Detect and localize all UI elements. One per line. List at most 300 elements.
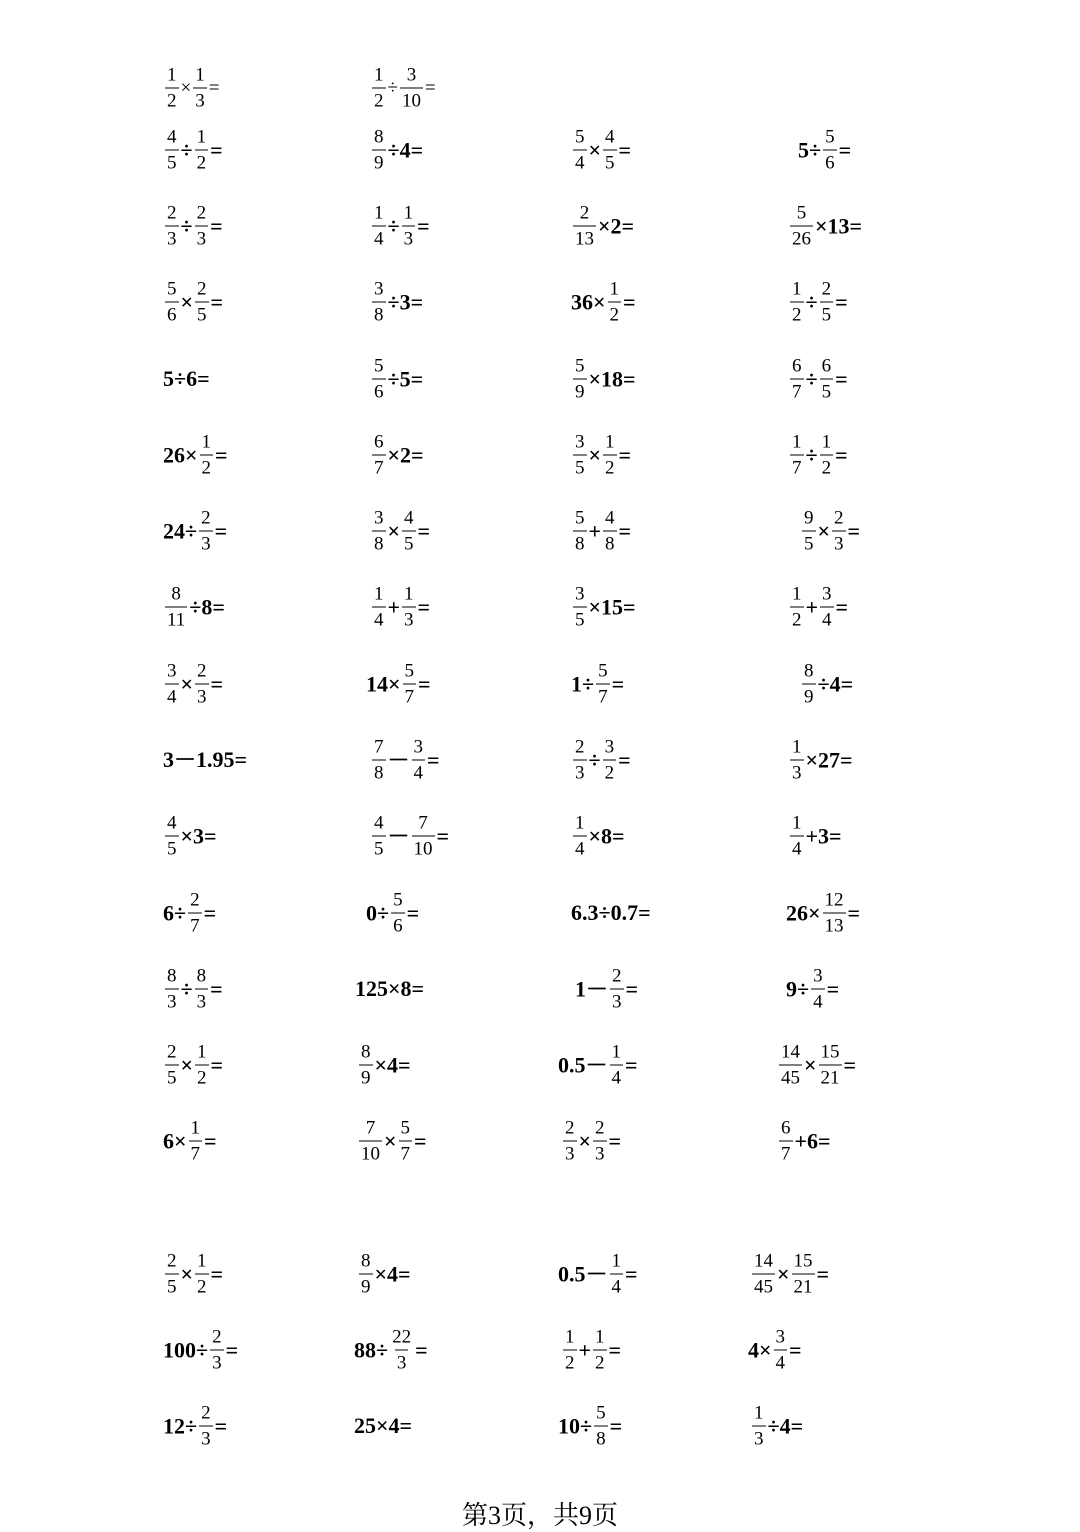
expression-text: ×4= <box>374 1261 411 1286</box>
numerator: 2 <box>821 278 832 300</box>
denominator: 2 <box>195 1274 209 1297</box>
expression-text: = <box>406 900 420 925</box>
numerator: 14 <box>754 1250 773 1272</box>
expression-text: × <box>777 1261 790 1286</box>
numerator: 4 <box>404 507 414 529</box>
problem-r4-c1 <box>163 280 223 325</box>
expression-text: + <box>805 594 819 619</box>
denominator: 4 <box>372 607 386 630</box>
numerator: 4 <box>167 126 177 148</box>
problem-r10-c3 <box>571 738 631 783</box>
expression-text: × <box>180 289 194 314</box>
denominator: 9 <box>359 1274 373 1297</box>
fraction <box>603 128 617 173</box>
numerator: 2 <box>167 1041 177 1063</box>
fraction <box>820 433 834 478</box>
denominator: 5 <box>802 531 816 554</box>
fraction <box>195 128 209 173</box>
problem-r12-c2 <box>366 891 419 936</box>
fraction <box>563 1328 577 1373</box>
problem-r9-c2 <box>366 662 431 707</box>
fraction <box>165 967 179 1012</box>
problem-r9-c1 <box>163 662 223 707</box>
numerator: 1 <box>575 812 585 834</box>
fraction <box>790 814 804 859</box>
expression-text: 10÷ <box>558 1413 593 1438</box>
denominator: 8 <box>372 531 386 554</box>
expression-text: = <box>618 747 631 772</box>
denominator: 21 <box>792 1274 815 1297</box>
denominator: 3 <box>593 1141 607 1164</box>
problem-r15-c3 <box>561 1119 621 1164</box>
expression-text: = <box>611 671 625 696</box>
problem-r10-c1 <box>163 749 247 771</box>
problem-r2-c3 <box>571 128 631 173</box>
expression-text: +3= <box>805 823 842 848</box>
expression-text: × <box>804 1052 817 1077</box>
fraction <box>165 814 179 859</box>
numerator: 15 <box>820 1041 840 1063</box>
denominator: 4 <box>774 1350 788 1373</box>
expression-text: = <box>618 137 632 162</box>
numerator: 1 <box>792 431 802 453</box>
expression-text: ÷5= <box>387 366 424 391</box>
fraction <box>199 1404 213 1449</box>
expression-text: 26× <box>786 900 821 925</box>
problem-r4-c4 <box>788 280 848 325</box>
expression-text: － <box>387 823 410 848</box>
expression-text: ÷3= <box>387 289 424 314</box>
numerator: 1 <box>197 1250 207 1272</box>
numerator: 3 <box>575 431 585 453</box>
numerator: 4 <box>374 812 384 834</box>
numerator: 2 <box>212 1326 222 1348</box>
fraction <box>403 662 417 707</box>
expression-text: = <box>608 1128 622 1153</box>
expression-text: 5÷6= <box>163 366 210 391</box>
numerator: 5 <box>825 126 835 148</box>
expression-text: = <box>414 1128 427 1153</box>
expression-text: ÷ <box>588 747 601 772</box>
fraction <box>195 280 209 325</box>
denominator: 6 <box>372 379 386 402</box>
expression-text: +6= <box>794 1128 831 1153</box>
numerator: 3 <box>374 278 384 300</box>
expression-text: × <box>588 137 602 162</box>
fraction <box>593 1119 607 1164</box>
numerator: 6 <box>374 431 384 453</box>
problem-r8-c2 <box>370 585 430 630</box>
denominator: 5 <box>165 1065 179 1088</box>
fraction <box>819 1043 842 1088</box>
problem-r16-c3 <box>558 1252 638 1297</box>
problem-r2-c1 <box>163 128 223 173</box>
expression-text: = <box>789 1337 802 1362</box>
problem-r17-c4 <box>748 1328 802 1373</box>
problem-r1-c1 <box>163 66 219 111</box>
expression-text: 100÷ <box>163 1337 209 1362</box>
problem-r12-c4 <box>786 891 860 936</box>
fraction <box>790 357 804 402</box>
expression-text: = <box>625 1052 638 1077</box>
fraction <box>823 891 846 936</box>
denominator: 9 <box>372 150 386 173</box>
fraction <box>372 738 386 783</box>
fraction <box>593 1328 607 1373</box>
numerator: 1 <box>609 278 620 300</box>
problem-r14-c3 <box>558 1043 638 1088</box>
numerator: 8 <box>361 1041 371 1063</box>
expression-text: 14× <box>366 671 401 696</box>
fraction <box>402 509 416 554</box>
expression-text: = <box>826 976 840 1001</box>
denominator: 3 <box>199 1426 213 1449</box>
numerator: 1 <box>197 1041 207 1063</box>
denominator: 3 <box>610 989 624 1012</box>
problem-r17-c2 <box>354 1328 428 1373</box>
problem-r12-c1 <box>163 891 216 936</box>
expression-text: ÷4= <box>387 137 424 162</box>
expression-text: 1－ <box>575 976 609 1001</box>
page-footer: 第3页，共9页 <box>461 1501 618 1530</box>
denominator: 4 <box>412 760 426 783</box>
fraction <box>165 1043 179 1088</box>
fraction <box>790 585 804 630</box>
denominator: 3 <box>165 989 179 1012</box>
numerator: 5 <box>400 1117 411 1139</box>
fraction <box>402 204 416 249</box>
problem-r9-c4 <box>800 662 853 707</box>
expression-text: = <box>204 1128 217 1153</box>
denominator: 8 <box>603 531 617 554</box>
fraction <box>752 1252 775 1297</box>
expression-text: = <box>210 1261 224 1286</box>
expression-text: = <box>424 77 436 99</box>
expression-text: + <box>387 594 401 619</box>
expression-text: = <box>835 289 848 314</box>
expression-text: 88÷ <box>354 1337 389 1362</box>
fraction <box>391 891 405 936</box>
denominator: 8 <box>372 760 386 783</box>
numerator: 1 <box>167 64 177 86</box>
problem-r16-c2 <box>357 1252 411 1297</box>
numerator: 1 <box>374 64 384 86</box>
denominator: 5 <box>820 379 834 402</box>
fraction <box>188 891 202 936</box>
denominator: 2 <box>200 455 214 478</box>
fraction <box>573 204 596 249</box>
numerator: 1 <box>611 1250 622 1272</box>
fraction <box>820 357 834 402</box>
expression-text: ×3= <box>180 823 217 848</box>
fraction <box>372 204 386 249</box>
denominator: 2 <box>372 88 386 111</box>
denominator: 13 <box>823 913 846 936</box>
expression-text: 0÷ <box>366 900 390 925</box>
expression-text: 0.5－ <box>558 1052 608 1077</box>
expression-text: × <box>387 518 401 543</box>
denominator: 2 <box>593 1350 607 1373</box>
fraction <box>802 509 816 554</box>
fraction <box>199 509 213 554</box>
problem-r13-c4 <box>786 967 839 1012</box>
fraction <box>608 280 622 325</box>
expression-text: = <box>835 442 848 467</box>
problem-r8-c4 <box>788 585 848 630</box>
problem-r11-c4 <box>788 814 842 859</box>
fraction <box>359 1252 373 1297</box>
expression-text: ÷4= <box>767 1413 804 1438</box>
denominator: 13 <box>573 226 596 249</box>
fraction <box>832 509 846 554</box>
expression-text: 25×4= <box>354 1413 413 1438</box>
denominator: 2 <box>165 88 179 111</box>
denominator: 8 <box>372 302 386 325</box>
expression-text: 4× <box>748 1337 772 1362</box>
fraction <box>165 66 179 111</box>
denominator: 3 <box>165 226 179 249</box>
fraction <box>610 1043 624 1088</box>
numerator: 2 <box>201 1402 211 1424</box>
numerator: 5 <box>598 660 608 682</box>
denominator: 11 <box>165 607 187 630</box>
fraction <box>790 204 813 249</box>
expression-text: = <box>225 1337 239 1362</box>
expression-text: ÷ <box>387 213 400 238</box>
numerator: 8 <box>196 965 207 987</box>
fraction <box>596 662 610 707</box>
expression-text: = <box>618 518 632 543</box>
fraction <box>210 1328 224 1373</box>
numerator: 7 <box>365 1117 376 1139</box>
fraction <box>820 280 834 325</box>
denominator: 7 <box>790 455 804 478</box>
denominator: 3 <box>193 88 207 111</box>
numerator: 1 <box>792 736 802 758</box>
problem-r2-c2 <box>370 128 423 173</box>
problem-r7-c2 <box>370 509 430 554</box>
numerator: 1 <box>565 1326 575 1348</box>
expression-text: 3－1.95= <box>163 747 248 772</box>
numerator: 3 <box>775 1326 786 1348</box>
fraction <box>165 662 179 707</box>
denominator: 7 <box>188 913 202 936</box>
denominator: 3 <box>832 531 846 554</box>
expression-text: ×4= <box>374 1052 411 1077</box>
expression-text: ÷ <box>387 77 398 99</box>
numerator: 2 <box>834 507 844 529</box>
problem-r11-c1 <box>163 814 217 859</box>
fraction <box>811 967 825 1012</box>
fraction <box>603 738 617 783</box>
fraction <box>372 280 386 325</box>
denominator: 5 <box>372 836 386 859</box>
numerator: 4 <box>167 812 177 834</box>
numerator: 8 <box>804 660 814 682</box>
numerator: 7 <box>418 812 428 834</box>
fraction <box>372 585 386 630</box>
numerator: 6 <box>781 1117 791 1139</box>
problem-r18-c1 <box>163 1404 227 1449</box>
expression-text: = <box>417 213 430 238</box>
numerator: 22 <box>392 1326 412 1348</box>
expression-text: × <box>180 77 192 99</box>
denominator: 3 <box>210 1350 224 1373</box>
numerator: 1 <box>404 583 414 605</box>
expression-text: = <box>618 442 632 467</box>
expression-text: = <box>847 518 861 543</box>
expression-text: = <box>415 1337 428 1362</box>
denominator: 4 <box>790 836 804 859</box>
fraction <box>400 66 423 111</box>
problem-r3-c3 <box>571 204 634 249</box>
denominator: 2 <box>608 302 622 325</box>
fraction <box>372 433 386 478</box>
problem-r13-c1 <box>163 967 223 1012</box>
numerator: 3 <box>813 965 823 987</box>
denominator: 6 <box>391 913 405 936</box>
numerator: 5 <box>393 889 403 911</box>
expression-text: = <box>203 900 217 925</box>
expression-text: ÷ <box>180 213 193 238</box>
problem-r5-c1 <box>163 368 210 390</box>
expression-text: × <box>180 1261 194 1286</box>
expression-text: = <box>427 747 440 772</box>
denominator: 4 <box>165 684 179 707</box>
numerator: 1 <box>792 812 802 834</box>
problem-r6-c1 <box>163 433 228 478</box>
numerator: 1 <box>403 202 414 224</box>
denominator: 45 <box>752 1274 775 1297</box>
fraction <box>779 1119 793 1164</box>
expression-text: = <box>215 442 228 467</box>
denominator: 2 <box>820 455 834 478</box>
fraction <box>165 585 187 630</box>
denominator: 5 <box>165 836 179 859</box>
fraction <box>573 738 587 783</box>
problem-r13-c2 <box>355 978 424 1000</box>
fraction <box>399 1119 413 1164</box>
expression-text: ÷4= <box>817 671 854 696</box>
fraction <box>594 1404 608 1449</box>
denominator: 5 <box>195 302 209 325</box>
problem-r9-c3 <box>571 662 624 707</box>
expression-text: = <box>210 976 223 1001</box>
numerator: 1 <box>374 202 384 224</box>
denominator: 2 <box>603 760 617 783</box>
denominator: 45 <box>779 1065 802 1088</box>
problem-r6-c2 <box>370 433 424 478</box>
numerator: 4 <box>605 126 615 148</box>
problem-r4-c2 <box>370 280 423 325</box>
fraction <box>359 1119 382 1164</box>
denominator: 5 <box>165 150 179 173</box>
numerator: 5 <box>796 202 807 224</box>
denominator: 7 <box>372 455 386 478</box>
problem-r7-c4 <box>800 509 860 554</box>
numerator: 2 <box>196 202 207 224</box>
expression-text: × <box>180 1052 194 1077</box>
expression-text: × <box>384 1128 397 1153</box>
denominator: 3 <box>395 1350 409 1373</box>
numerator: 1 <box>374 583 384 605</box>
numerator: 8 <box>171 583 181 605</box>
expression-text: 12÷ <box>163 1413 198 1438</box>
problem-r3-c2 <box>370 204 430 249</box>
problem-r18-c2 <box>354 1415 412 1437</box>
expression-text: = <box>847 900 861 925</box>
fraction <box>372 509 386 554</box>
denominator: 3 <box>790 760 804 783</box>
problem-r11-c2 <box>370 814 449 859</box>
denominator: 5 <box>603 150 617 173</box>
numerator: 14 <box>781 1041 800 1063</box>
numerator: 2 <box>565 1117 575 1139</box>
denominator: 6 <box>165 302 179 325</box>
denominator: 2 <box>195 150 209 173</box>
fraction <box>774 1328 788 1373</box>
denominator: 7 <box>189 1141 203 1164</box>
denominator: 2 <box>603 455 617 478</box>
numerator: 4 <box>605 507 615 529</box>
numerator: 2 <box>197 278 207 300</box>
denominator: 5 <box>820 302 834 325</box>
expression-text: 9÷ <box>786 976 810 1001</box>
problem-r5-c4 <box>788 357 848 402</box>
denominator: 3 <box>563 1141 577 1164</box>
fraction <box>779 1043 802 1088</box>
fraction <box>195 1043 209 1088</box>
numerator: 6 <box>792 355 802 377</box>
expression-text: + <box>578 1337 592 1362</box>
denominator: 5 <box>573 607 587 630</box>
expression-text: = <box>625 1261 638 1286</box>
numerator: 3 <box>374 507 384 529</box>
problem-r14-c4 <box>777 1043 856 1088</box>
problem-r10-c4 <box>788 738 853 783</box>
numerator: 3 <box>604 736 615 758</box>
numerator: 1 <box>754 1402 764 1424</box>
numerator: 9 <box>804 507 814 529</box>
expression-text: ÷8= <box>189 594 225 619</box>
problem-r4-c3 <box>571 280 636 325</box>
numerator: 1 <box>611 1041 622 1063</box>
fraction <box>165 1252 179 1297</box>
numerator: 5 <box>575 507 585 529</box>
numerator: 2 <box>575 736 585 758</box>
fraction <box>792 1252 815 1297</box>
expression-text: 6× <box>163 1128 187 1153</box>
fraction <box>402 585 416 630</box>
problem-r10-c2 <box>370 738 440 783</box>
denominator: 5 <box>402 531 416 554</box>
denominator: 2 <box>195 1065 209 1088</box>
numerator: 1 <box>595 1326 605 1348</box>
numerator: 2 <box>579 202 590 224</box>
denominator: 4 <box>820 607 834 630</box>
expression-text: × <box>817 518 831 543</box>
denominator: 3 <box>752 1426 766 1449</box>
expression-text: ÷ <box>805 366 818 391</box>
problem-r1-c2 <box>370 66 436 111</box>
expression-text: = <box>417 594 431 619</box>
fraction <box>195 1252 209 1297</box>
expression-text: × <box>180 671 194 696</box>
numerator: 1 <box>190 1117 201 1139</box>
problem-r13-c3 <box>575 967 638 1012</box>
denominator: 3 <box>573 760 587 783</box>
fraction <box>165 280 179 325</box>
